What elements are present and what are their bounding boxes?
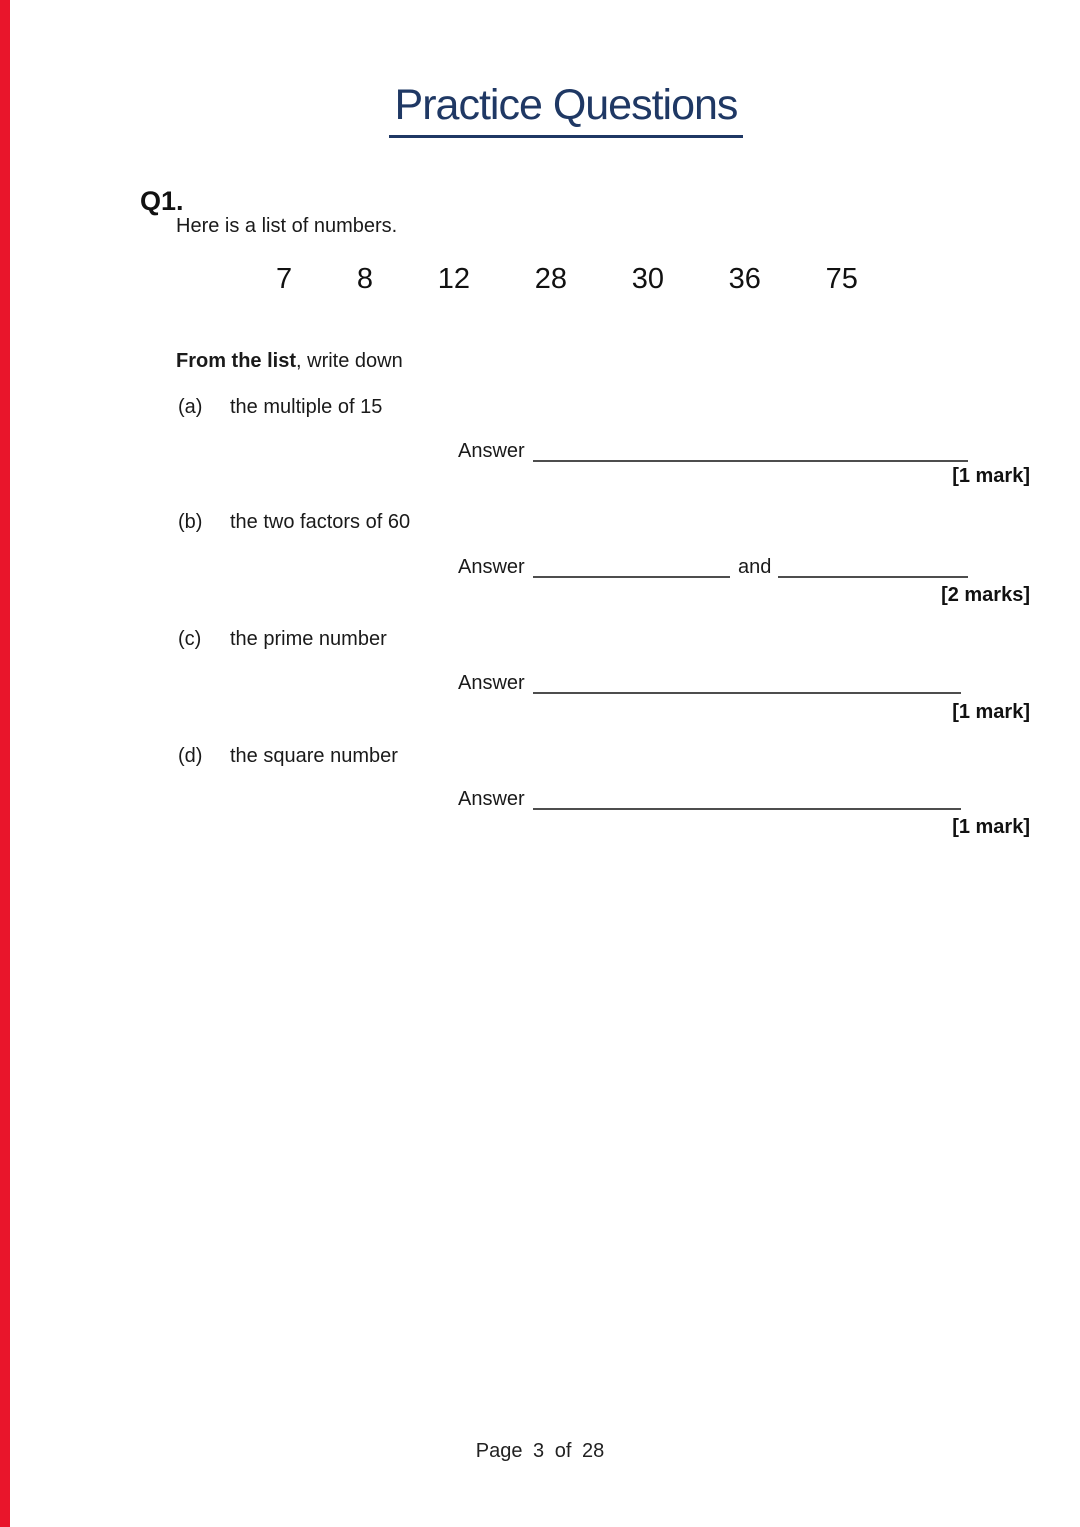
answer-label-a: Answer: [458, 440, 525, 462]
page-footer: Page 3 of 28: [475, 1440, 605, 1462]
part-a-text: the multiple of 15: [230, 396, 383, 418]
list-number: 36: [728, 263, 761, 295]
answer-label-d: Answer: [458, 788, 525, 810]
answer-line-a: [533, 460, 968, 462]
title-row: [0, 82, 1080, 138]
instruction-bold: From the list: [176, 350, 297, 372]
mark-label-a: [1 mark]: [952, 465, 1030, 487]
part-d-text: the square number: [230, 745, 398, 767]
part-c-text: the prime number: [230, 628, 387, 650]
mark-label-c: [1 mark]: [952, 701, 1030, 723]
part-b-id: (b): [178, 511, 203, 533]
answer-line-b2: [778, 576, 968, 578]
list-number: 8: [356, 263, 373, 295]
instruction-rest: , write down: [296, 350, 403, 372]
part-d-row: [178, 745, 398, 768]
question-number: Q1.: [140, 186, 184, 216]
page-edge-red-bar: [0, 0, 10, 1527]
list-number: 30: [631, 263, 664, 295]
page-title: Practice Questions: [389, 82, 744, 138]
part-a-row: [178, 396, 382, 419]
answer-label-c: Answer: [458, 672, 525, 694]
number-list: [276, 265, 858, 294]
instruction-text: [176, 350, 403, 373]
mark-label-b: [2 marks]: [941, 584, 1030, 606]
part-c-id: (c): [178, 628, 202, 650]
list-number: 75: [825, 263, 858, 295]
part-b-row: [178, 511, 410, 534]
part-c-row: [178, 628, 387, 651]
part-d-id: (d): [178, 745, 203, 767]
part-a-id: (a): [178, 396, 203, 418]
part-b-text: the two factors of 60: [230, 511, 411, 533]
list-number: 28: [534, 263, 567, 295]
list-number: 12: [437, 263, 470, 295]
mark-label-d: [1 mark]: [952, 816, 1030, 838]
answer-line-c: [533, 692, 961, 694]
answer-line-d: [533, 808, 961, 810]
list-number: 7: [276, 263, 293, 295]
answer-line-b1: [533, 576, 730, 578]
question-intro: Here is a list of numbers.: [176, 215, 398, 237]
answer-label-b: Answer: [458, 556, 525, 578]
and-label: and: [738, 556, 772, 578]
